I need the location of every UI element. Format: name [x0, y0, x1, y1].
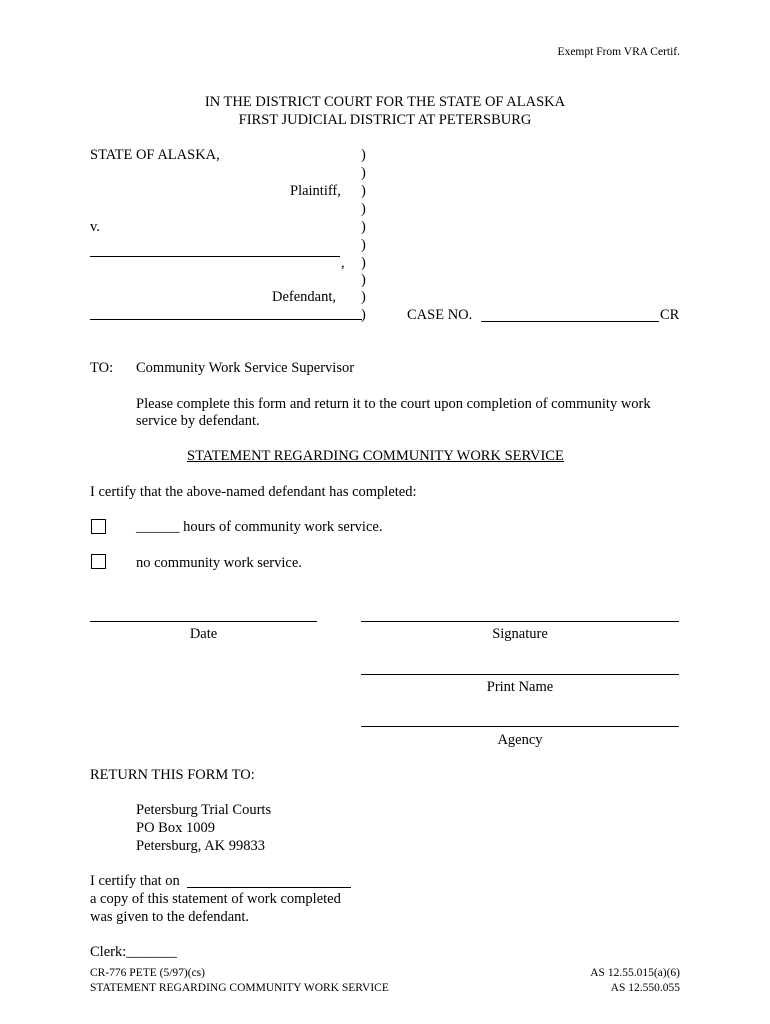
statute-ref1: AS 12.55.015(a)(6)	[590, 967, 680, 979]
return-address-line3: Petersburg, AK 99833	[136, 838, 266, 854]
case-suffix: CR	[660, 307, 680, 323]
form-id: CR-776 PETE (5/97)(cs)	[90, 967, 205, 979]
court-title-line2: FIRST JUDICIAL DISTRICT AT PETERSBURG	[238, 112, 532, 128]
clerk-label-text: Clerk:	[90, 944, 127, 960]
court-title-line1: IN THE DISTRICT COURT FOR THE STATE OF ALASKA	[204, 94, 566, 110]
clerk-cert-date-field[interactable]	[187, 887, 351, 888]
caption-paren: )	[361, 307, 366, 323]
case-no-field[interactable]	[481, 321, 659, 322]
defendant-comma: ,	[341, 255, 345, 271]
case-no-label: CASE NO.	[407, 307, 473, 323]
defendant-name-line[interactable]	[90, 256, 340, 257]
instruction-line1: Please complete this form and return it to the court upon completion of community work	[136, 396, 651, 412]
signature-line[interactable]	[361, 621, 679, 622]
defendant-label: Defendant,	[272, 289, 337, 305]
exempt-note: Exempt From VRA Certif.	[557, 46, 680, 58]
caption-paren: )	[361, 289, 366, 305]
instruction-line2: service by defendant.	[136, 413, 260, 429]
to-recipient: Community Work Service Supervisor	[136, 360, 355, 376]
versus-label: v.	[90, 219, 100, 235]
return-label: RETURN THIS FORM TO:	[90, 767, 255, 783]
hours-blank[interactable]: ______	[136, 519, 180, 535]
clerk-label	[90, 945, 177, 960]
caption-paren: )	[361, 183, 366, 199]
caption-bottom-line	[90, 319, 362, 320]
signature-label: Signature	[492, 626, 548, 642]
caption-paren: )	[361, 165, 366, 181]
clerk-cert-line2: a copy of this statement of work completed	[90, 891, 341, 907]
clerk-cert-line3: was given to the defendant.	[90, 909, 250, 925]
statement-title: STATEMENT REGARDING COMMUNITY WORK SERVICE	[187, 448, 564, 464]
hours-checkbox[interactable]	[91, 519, 106, 534]
form-title-footer: STATEMENT REGARDING COMMUNITY WORK SERVICE	[90, 982, 389, 994]
caption-paren: )	[361, 237, 366, 253]
return-address-line2: PO Box 1009	[136, 820, 215, 836]
caption-paren: )	[361, 147, 366, 163]
date-line[interactable]	[90, 621, 317, 622]
to-label: TO:	[90, 360, 114, 376]
hours-option-label	[136, 520, 382, 535]
none-checkbox[interactable]	[91, 554, 106, 569]
plaintiff-label: Plaintiff,	[290, 183, 341, 199]
caption-paren: )	[361, 219, 366, 235]
caption-paren: )	[361, 272, 366, 288]
agency-line[interactable]	[361, 726, 679, 727]
print-name-line[interactable]	[361, 674, 679, 675]
agency-label: Agency	[497, 732, 543, 748]
clerk-initials-field[interactable]: _______	[126, 944, 177, 960]
caption-paren: )	[361, 255, 366, 271]
certify-text: I certify that the above-named defendant has completed:	[90, 484, 417, 500]
hours-text: hours of community work service.	[179, 519, 383, 535]
plaintiff-name: STATE OF ALASKA,	[90, 147, 220, 163]
clerk-cert-line1: I certify that on	[90, 873, 180, 889]
date-label: Date	[189, 626, 218, 642]
statute-ref2: AS 12.550.055	[610, 982, 680, 994]
print-name-label: Print Name	[486, 679, 554, 695]
caption-paren: )	[361, 201, 366, 217]
return-address-line1: Petersburg Trial Courts	[136, 802, 272, 818]
none-option-label: no community work service.	[136, 555, 302, 571]
